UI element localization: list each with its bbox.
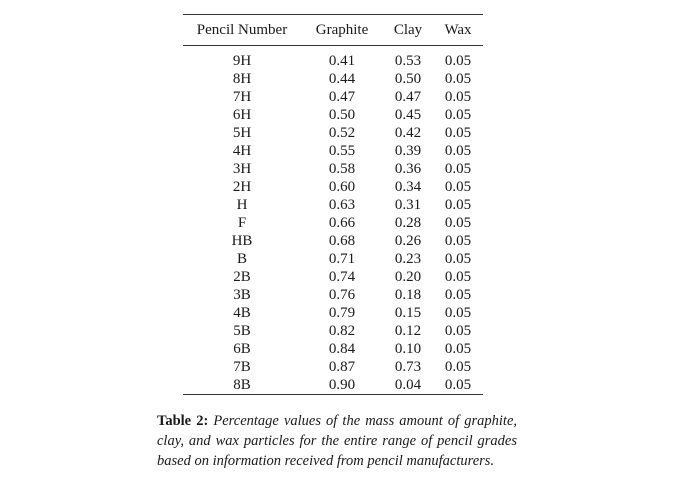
table-header-row (183, 15, 483, 46)
wax-cell: 0.05 (444, 161, 472, 177)
wax-cell: 0.05 (444, 71, 472, 87)
graphite-cell: 0.68 (328, 233, 356, 249)
table-row (183, 70, 483, 88)
caption-label: Table 2: (157, 413, 209, 429)
table-row (183, 232, 483, 250)
graphite-cell: 0.66 (328, 215, 356, 231)
table-row (183, 250, 483, 268)
wax-cell: 0.05 (444, 377, 472, 393)
graphite-cell: 0.74 (328, 269, 356, 285)
graphite-cell: 0.52 (328, 125, 356, 141)
table-caption (157, 411, 517, 471)
wax-cell: 0.05 (444, 323, 472, 339)
header-graphite: Graphite (315, 21, 369, 38)
pencil-number-cell: 8B (233, 377, 251, 393)
pencil-number-cell: 2B (233, 269, 251, 285)
pencil-number-cell: H (236, 197, 248, 213)
table-row (183, 322, 483, 340)
graphite-cell: 0.79 (328, 305, 356, 321)
clay-cell: 0.39 (394, 143, 422, 159)
caption-text: Percentage values of the mass amount of graphite, clay, and wax particles for the entire range of pencil grades based on information received from pencil manufacturers. (157, 413, 517, 469)
clay-cell: 0.12 (394, 323, 422, 339)
wax-cell: 0.05 (444, 89, 472, 105)
pencil-number-cell: 6B (233, 341, 251, 357)
clay-cell: 0.34 (394, 179, 422, 195)
graphite-cell: 0.84 (328, 341, 356, 357)
table-body (183, 46, 483, 395)
clay-cell: 0.15 (394, 305, 422, 321)
clay-cell: 0.20 (394, 269, 422, 285)
pencil-number-cell: 7H (232, 89, 252, 105)
graphite-cell: 0.55 (328, 143, 356, 159)
pencil-number-cell: 2H (232, 179, 252, 195)
graphite-cell: 0.82 (328, 323, 356, 339)
wax-cell: 0.05 (444, 251, 472, 267)
table-row (183, 268, 483, 286)
header-clay: Clay (393, 21, 423, 38)
graphite-cell: 0.41 (328, 53, 356, 69)
wax-cell: 0.05 (444, 53, 472, 69)
graphite-cell: 0.47 (328, 89, 356, 105)
pencil-composition-table (183, 14, 483, 395)
header-wax: Wax (444, 21, 472, 38)
table-row (183, 304, 483, 322)
pencil-number-cell: 6H (232, 107, 252, 123)
wax-cell: 0.05 (444, 215, 472, 231)
pencil-number-cell: F (237, 215, 247, 231)
pencil-number-cell: 9H (232, 53, 252, 69)
wax-cell: 0.05 (444, 143, 472, 159)
graphite-cell: 0.44 (328, 71, 356, 87)
table-row (183, 52, 483, 70)
table-row (183, 358, 483, 376)
wax-cell: 0.05 (444, 305, 472, 321)
clay-cell: 0.45 (394, 107, 422, 123)
graphite-cell: 0.60 (328, 179, 356, 195)
pencil-number-cell: B (236, 251, 247, 267)
graphite-cell: 0.71 (328, 251, 356, 267)
clay-cell: 0.50 (394, 71, 422, 87)
pencil-number-cell: 5B (233, 323, 251, 339)
table-row (183, 124, 483, 142)
graphite-cell: 0.90 (328, 377, 356, 393)
clay-cell: 0.73 (394, 359, 422, 375)
clay-cell: 0.26 (394, 233, 422, 249)
clay-cell: 0.47 (394, 89, 422, 105)
pencil-number-cell: 3B (233, 287, 251, 303)
pencil-number-cell: 8H (232, 71, 252, 87)
table-row (183, 376, 483, 395)
wax-cell: 0.05 (444, 107, 472, 123)
header-pencil-number: Pencil Number (196, 21, 288, 38)
pencil-number-cell: 5H (232, 125, 252, 141)
graphite-cell: 0.50 (328, 107, 356, 123)
graphite-cell: 0.87 (328, 359, 356, 375)
table-row (183, 178, 483, 196)
clay-cell: 0.42 (394, 125, 422, 141)
wax-cell: 0.05 (444, 269, 472, 285)
pencil-number-cell: HB (231, 233, 253, 249)
clay-cell: 0.04 (394, 377, 422, 393)
wax-cell: 0.05 (444, 359, 472, 375)
clay-cell: 0.36 (394, 161, 422, 177)
table-row (183, 142, 483, 160)
pencil-number-cell: 4H (232, 143, 252, 159)
clay-cell: 0.10 (394, 341, 422, 357)
wax-cell: 0.05 (444, 179, 472, 195)
table-row (183, 196, 483, 214)
clay-cell: 0.28 (394, 215, 422, 231)
graphite-cell: 0.63 (328, 197, 356, 213)
wax-cell: 0.05 (444, 125, 472, 141)
graphite-cell: 0.58 (328, 161, 356, 177)
wax-cell: 0.05 (444, 197, 472, 213)
pencil-composition-table-container (183, 14, 483, 395)
pencil-number-cell: 3H (232, 161, 252, 177)
table-row (183, 160, 483, 178)
table-row (183, 340, 483, 358)
pencil-number-cell: 4B (233, 305, 251, 321)
clay-cell: 0.18 (394, 287, 422, 303)
table-row (183, 286, 483, 304)
clay-cell: 0.31 (394, 197, 422, 213)
clay-cell: 0.53 (394, 53, 422, 69)
wax-cell: 0.05 (444, 233, 472, 249)
wax-cell: 0.05 (444, 287, 472, 303)
table-row (183, 88, 483, 106)
wax-cell: 0.05 (444, 341, 472, 357)
clay-cell: 0.23 (394, 251, 422, 267)
graphite-cell: 0.76 (328, 287, 356, 303)
pencil-number-cell: 7B (233, 359, 251, 375)
table-row (183, 106, 483, 124)
table-row (183, 214, 483, 232)
